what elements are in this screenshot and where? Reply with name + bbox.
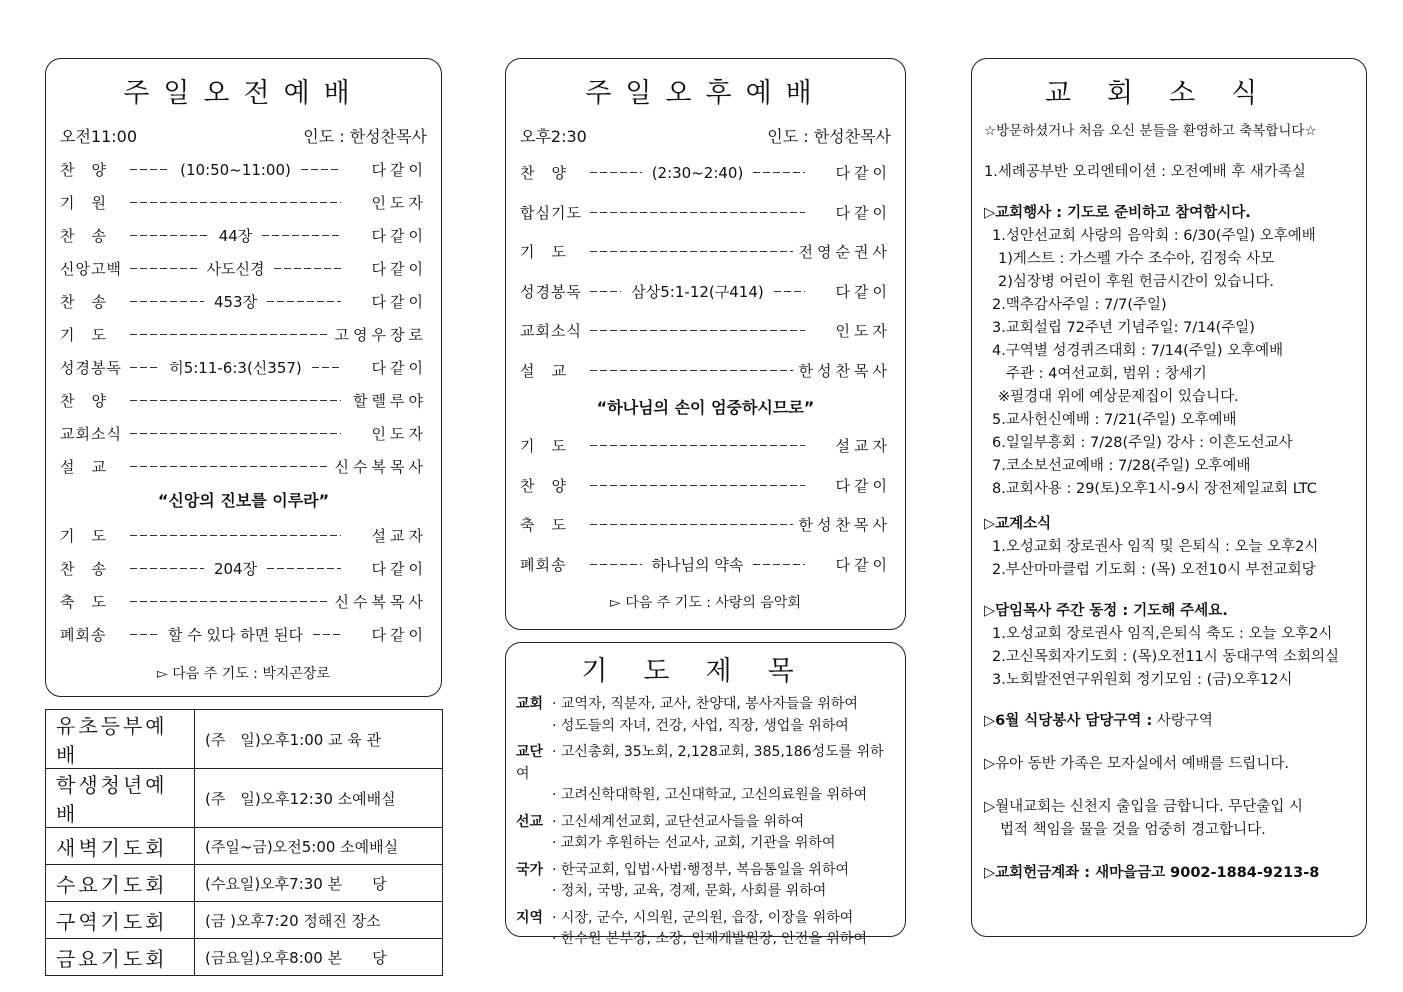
order-label: 축 도 [60, 593, 107, 611]
order-row [506, 153, 905, 193]
order-detail: 히5:11-6:3(신357) [169, 359, 302, 377]
afternoon-service-box [505, 58, 906, 630]
order-row [46, 252, 441, 285]
order-label: 찬 양 [60, 392, 107, 410]
offering-account: ▷교회헌금계좌 : 새마을금고 9002-1884-9213-8 [984, 865, 1320, 881]
dash-leader [312, 367, 341, 368]
order-row [506, 505, 905, 545]
order-person: 다같이 [371, 626, 427, 644]
order-detail: (10:50~11:00) [180, 160, 291, 179]
order-person: 신수복목사 [334, 593, 427, 611]
order-person: 다같이 [371, 227, 428, 245]
order-row [46, 186, 441, 219]
meal-value: 사랑구역 [1156, 713, 1213, 729]
prayer-text: · 고신세계선교회, 교단선교사들을 위하여 [552, 813, 805, 830]
morning-leader: 인도 : 한성찬목사 [303, 127, 427, 146]
order-person: 인도자 [371, 194, 427, 212]
order-row [506, 272, 905, 312]
schedule-row [46, 710, 443, 769]
event-item: 1)게스트 : 가스펠 가수 조수아, 김정숙 사모 [998, 251, 1275, 267]
dash-leader [753, 564, 805, 565]
presbytery-heading: ▷교계소식 [984, 516, 1052, 532]
order-row [46, 153, 441, 186]
prayer-text: · 교역자, 직분자, 교사, 찬양대, 봉사자들을 위하여 [552, 696, 858, 712]
schedule-name: 유초등부예배 [46, 710, 195, 769]
schedule-row [46, 769, 443, 828]
order-row [46, 384, 441, 417]
order-label: 기 도 [520, 243, 567, 262]
church-news-box [971, 58, 1367, 937]
dash-leader [130, 400, 341, 401]
meal-heading: ▷6월 식당봉사 담당구역 : [984, 713, 1153, 729]
schedule-time: (수요일)오후7:30 본 당 [195, 865, 443, 902]
dash-leader [130, 301, 204, 302]
pastor-heading: ▷담임목사 주간 동정 : 기도해 주세요. [984, 603, 1228, 619]
event-item: 주관 : 4여선교회, 범위 : 창세기 [1006, 366, 1207, 382]
pastor-item: 1.오성교회 장로권사 임직,은퇴식 축도 : 오늘 오후2시 [992, 626, 1333, 642]
infant-notice: ▷유아 동반 가족은 모자실에서 예배를 드립니다. [984, 756, 1289, 772]
dash-leader [130, 235, 209, 236]
warning-line-1: ▷월내교회는 신천지 출입을 금합니다. 무단출입 시 [984, 799, 1303, 815]
dash-leader [590, 524, 793, 525]
order-label: 찬 송 [60, 227, 107, 245]
order-person: 다같이 [371, 560, 427, 578]
prayer-category: 교단 [516, 744, 544, 760]
schedule-time: (주 일)오후1:00 교 육 관 [195, 710, 443, 769]
dash-leader [590, 291, 621, 292]
presbytery-item: 2.부산마마클럽 기도회 : (목) 오전10시 부전교회당 [992, 562, 1316, 578]
order-person: 고영우장로 [334, 326, 427, 344]
dash-leader [262, 235, 341, 236]
prayer-category: 지역 [516, 909, 544, 926]
event-item: 2)심장병 어린이 후원 헌금시간이 있습니다. [998, 274, 1275, 290]
dash-leader [590, 212, 805, 213]
presbytery-item: 1.오성교회 장로권사 임직 및 은퇴식 : 오늘 오후2시 [992, 539, 1319, 555]
prayer-line [516, 716, 895, 738]
order-label: 설 교 [520, 361, 567, 380]
warning-line-2: 법적 책임을 물을 것을 엄중히 경고합니다. [1000, 822, 1266, 838]
dash-leader [130, 601, 329, 602]
dash-leader [590, 564, 642, 565]
order-detail: (2:30~2:40) [651, 163, 744, 182]
order-label: 성경봉독 [520, 282, 582, 301]
meal-line [984, 710, 1354, 733]
dash-leader [130, 268, 197, 269]
morning-service-box [45, 58, 442, 697]
order-label: 기 원 [60, 194, 107, 212]
order-row [506, 232, 905, 272]
dash-leader [590, 445, 805, 446]
order-person: 인도자 [371, 425, 427, 443]
order-label: 기 도 [520, 437, 567, 456]
event-item: 5.교사헌신예배 : 7/21(주일) 오후예배 [992, 412, 1237, 428]
order-detail: 44장 [218, 227, 253, 245]
order-label: 폐회송 [520, 555, 567, 574]
dash-leader [130, 202, 341, 203]
order-row [506, 351, 905, 391]
order-row [46, 285, 441, 318]
order-detail: 453장 [213, 293, 258, 311]
morning-title: 주일오전예배 [123, 78, 364, 109]
order-detail: 삼상5:1-12(구414) [631, 282, 764, 301]
order-person: 인도자 [835, 322, 891, 341]
event-item: 3.교회설립 72주년 기념주일: 7/14(주일) [992, 320, 1255, 336]
order-person: 다같이 [835, 203, 891, 222]
order-row [46, 618, 441, 651]
order-row [46, 351, 441, 384]
order-label: 찬 양 [520, 476, 567, 495]
order-person: 한성찬목사 [798, 516, 891, 535]
order-row [506, 545, 905, 585]
event-item: 7.코소보선교예배 : 7/28(주일) 오후예배 [992, 458, 1251, 474]
dash-leader [313, 634, 341, 635]
news-item-1: 1.세례공부반 오리엔테이션 : 오전예배 후 새가족실 [984, 164, 1306, 180]
schedule-time: (금 )오후7:20 정해진 장소 [195, 902, 443, 939]
dash-leader [130, 466, 329, 467]
schedule-name: 새벽기도회 [46, 828, 195, 865]
dash-leader [130, 433, 341, 434]
order-label: 찬 양 [60, 161, 107, 179]
order-person: 설교자 [371, 527, 427, 545]
order-label: 설 교 [60, 458, 107, 476]
dash-leader [753, 172, 805, 173]
prayer-line [516, 881, 895, 903]
prayer-line [516, 908, 895, 930]
prayer-text: · 고신총회, 35노회, 2,128교회, 385,186성도를 위하여 [516, 744, 884, 782]
order-person: 할렐루야 [353, 392, 427, 410]
schedule-name: 학생청년예배 [46, 769, 195, 828]
dash-leader [130, 367, 159, 368]
prayer-text: · 한수원 본부장, 소장, 인재개발원장, 안전을 위하여 [552, 931, 867, 947]
event-item: 4.구역별 성경퀴즈대회 : 7/14(주일) 오후예배 [992, 343, 1284, 359]
prayer-topics-box [505, 642, 906, 947]
prayer-category: 교회 [516, 696, 544, 712]
prayer-category: 국가 [516, 861, 544, 878]
prayer-text: · 한국교회, 입법·사법·행정부, 복음통일을 위하여 [552, 861, 850, 878]
prayer-line [516, 742, 895, 785]
order-row [46, 585, 441, 618]
schedule-row [46, 828, 443, 865]
order-label: 찬 송 [60, 560, 107, 578]
welcome-text: ☆방문하셨거나 처음 오신 분들을 환영하고 축복합니다☆ [984, 123, 1317, 139]
order-person: 다같이 [835, 476, 891, 495]
events-heading: ▷교회행사 : 기도로 준비하고 참여합시다. [984, 205, 1251, 221]
prayer-text: · 고려신학대학원, 고신대학교, 고신의료원을 위하여 [552, 787, 868, 803]
order-person: 한성찬목사 [798, 361, 891, 380]
dash-leader [130, 535, 341, 536]
order-row [46, 219, 441, 252]
order-person: 설교자 [835, 437, 891, 456]
prayer-group [516, 908, 895, 951]
order-row [46, 552, 441, 585]
schedule-time: (주 일)오후12:30 소예배실 [195, 769, 443, 828]
schedule-table [45, 709, 443, 976]
prayer-text: · 시장, 군수, 시의원, 군의원, 읍장, 이장을 위하여 [552, 909, 854, 926]
order-person: 다같이 [371, 260, 427, 278]
order-row [46, 450, 441, 483]
schedule-row [46, 902, 443, 939]
dash-leader [774, 291, 805, 292]
schedule-row [46, 865, 443, 902]
order-person: 신수복목사 [334, 458, 427, 476]
afternoon-title: 주일오후예배 [585, 78, 826, 109]
prayer-line [516, 929, 895, 951]
event-item: 2.맥추감사주일 : 7/7(주일) [992, 297, 1167, 313]
dash-leader [267, 568, 341, 569]
morning-time: 오전11:00 [60, 127, 138, 146]
event-item: 6.일일부흥회 : 7/28(주일) 강사 : 이흔도선교사 [992, 435, 1293, 451]
afternoon-sermon-title: “하나님의 손이 엄중하시므로” [596, 398, 815, 417]
dash-leader [274, 268, 341, 269]
order-label: 합심기도 [520, 203, 582, 222]
news-title: 교회소식 [1044, 78, 1294, 109]
prayer-group [516, 860, 895, 903]
order-label: 신앙고백 [60, 260, 122, 278]
pastor-item: 2.고신목회자기도회 : (목)오전11시 동대구역 소회의실 [992, 649, 1340, 665]
order-detail: 사도신경 [206, 260, 265, 278]
prayer-text: · 성도들의 자녀, 건강, 사업, 직장, 생업을 위하여 [552, 717, 849, 734]
prayer-line [516, 785, 895, 807]
order-label: 기 도 [60, 326, 107, 344]
dash-leader [590, 485, 805, 486]
afternoon-time: 오후2:30 [520, 127, 587, 146]
order-row [506, 426, 905, 466]
morning-sermon-title: “신앙의 진보를 이루라” [157, 491, 330, 510]
order-person: 다같이 [371, 293, 427, 311]
order-row [46, 318, 441, 351]
pastor-item: 3.노회발전연구위원회 정기모임 : (금)오후12시 [992, 672, 1293, 688]
order-label: 기 도 [60, 527, 107, 545]
order-row [506, 466, 905, 506]
order-person: 다같이 [835, 282, 892, 301]
prayer-group [516, 694, 895, 737]
schedule-time: (금요일)오후8:00 본 당 [195, 939, 443, 976]
dash-leader [301, 169, 341, 170]
order-detail: 할 수 있다 하면 된다 [168, 626, 303, 644]
prayer-line [516, 860, 895, 882]
dash-leader [590, 172, 642, 173]
order-label: 폐회송 [60, 626, 107, 644]
event-item: ※필경대 위에 예상문제집이 있습니다. [998, 389, 1239, 405]
order-row [506, 193, 905, 233]
order-row [46, 417, 441, 450]
dash-leader [590, 330, 805, 331]
afternoon-next-prayer: ▻ 다음 주 기도 : 사랑의 음악회 [610, 595, 801, 611]
order-row [46, 519, 441, 552]
event-item: 8.교회사용 : 29(토)오후1시-9시 장전제일교회 LTC [992, 481, 1317, 497]
prayer-text: · 정치, 국방, 교육, 경제, 문화, 사회를 위하여 [552, 883, 827, 899]
prayer-category: 선교 [516, 813, 544, 830]
morning-next-prayer: ▻ 다음 주 기도 : 박지곤장로 [157, 666, 330, 682]
order-person: 다같이 [371, 161, 428, 179]
prayer-line [516, 833, 895, 855]
afternoon-leader: 인도 : 한성찬목사 [767, 127, 891, 146]
schedule-time: (주일~금)오전5:00 소예배실 [195, 828, 443, 865]
prayer-title: 기도제목 [581, 656, 830, 687]
order-person: 다같이 [835, 555, 891, 574]
dash-leader [590, 370, 793, 371]
order-label: 축 도 [520, 516, 567, 535]
order-label: 찬 양 [520, 164, 567, 183]
prayer-group [516, 812, 895, 855]
order-label: 찬 송 [60, 293, 107, 311]
order-detail: 하나님의 약속 [651, 555, 744, 574]
order-person: 전영순권사 [798, 243, 891, 262]
dash-leader [130, 634, 158, 635]
prayer-line [516, 812, 895, 834]
order-detail: 204장 [213, 560, 258, 578]
order-label: 성경봉독 [60, 359, 122, 377]
dash-leader [130, 169, 170, 170]
event-item: 1.성안선교회 사랑의 음악회 : 6/30(주일) 오후예배 [992, 228, 1316, 244]
prayer-group [516, 742, 895, 807]
dash-leader [267, 301, 341, 302]
prayer-text: · 교회가 후원하는 선교사, 교회, 기관을 위하여 [552, 835, 836, 851]
dash-leader [130, 568, 204, 569]
schedule-name: 구역기도회 [46, 902, 195, 939]
prayer-line [516, 694, 895, 716]
order-label: 교회소식 [520, 322, 582, 341]
dash-leader [590, 251, 793, 252]
schedule-name: 수요기도회 [46, 865, 195, 902]
order-row [506, 311, 905, 351]
order-person: 다같이 [835, 164, 892, 183]
schedule-name: 금요기도회 [46, 939, 195, 976]
order-label: 교회소식 [60, 425, 122, 443]
dash-leader [130, 334, 329, 335]
schedule-row [46, 939, 443, 976]
order-person: 다같이 [371, 359, 427, 377]
